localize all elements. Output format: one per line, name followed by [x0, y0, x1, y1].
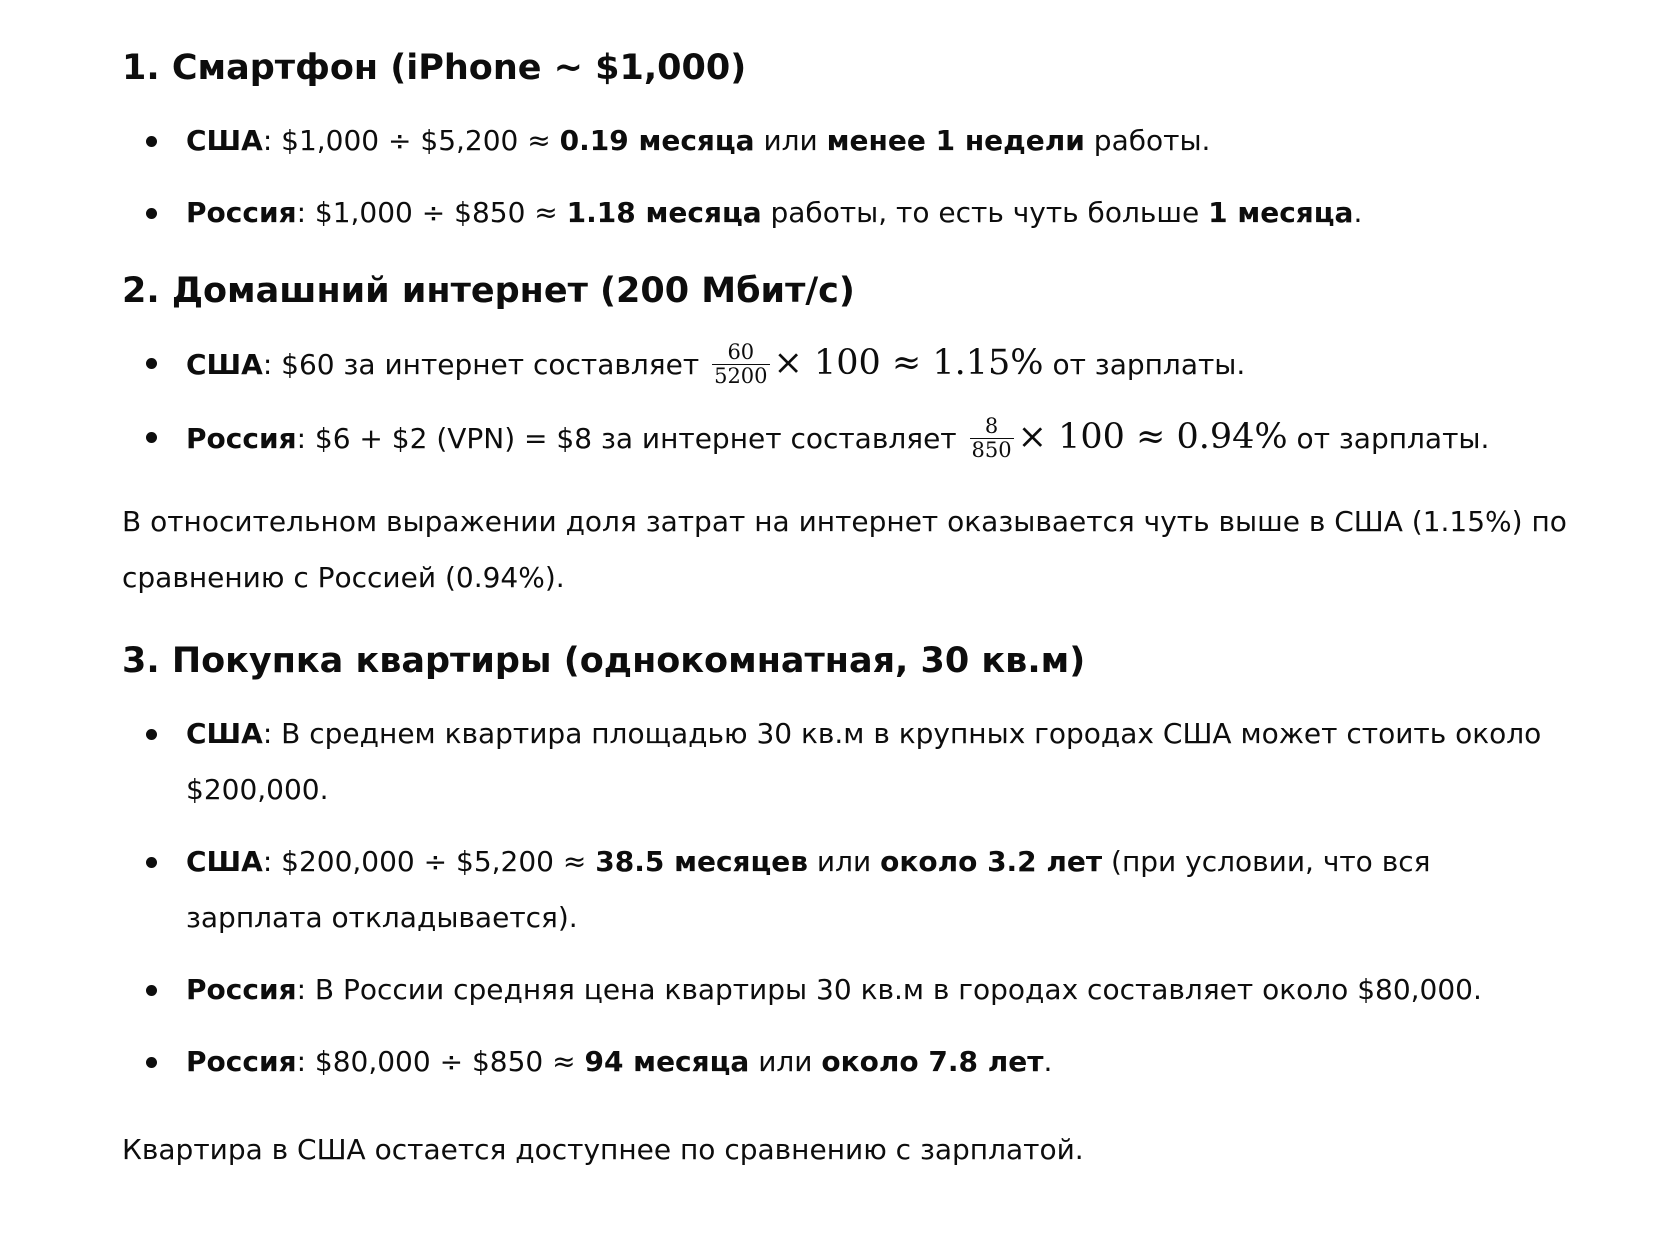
item-bold-value: 0.19 месяца — [559, 124, 755, 157]
item-text: : $1,000 ÷ $5,200 ≈ — [262, 124, 560, 157]
apartment-list — [122, 706, 1572, 1090]
item-text: или — [754, 124, 827, 157]
item-text: . — [1353, 196, 1363, 229]
list-item-apartment-russia-price — [122, 962, 1572, 1018]
item-text: работы. — [1084, 124, 1211, 157]
item-text: . — [1043, 1045, 1053, 1078]
fraction-denominator: 5200 — [714, 363, 768, 388]
fraction-numerator: 60 — [712, 341, 769, 365]
item-text: : $200,000 ÷ $5,200 ≈ — [262, 845, 596, 878]
item-text: или — [808, 845, 881, 878]
math-formula: × 100 ≈ 0.94% — [1017, 417, 1288, 457]
item-text: (при условии, что вся зарплата откладывается). — [186, 845, 1431, 934]
country-label: Россия — [186, 973, 297, 1006]
country-label: Россия — [186, 422, 297, 455]
item-text: : $1,000 ÷ $850 ≈ — [296, 196, 567, 229]
item-text: работы, то есть чуть больше — [761, 196, 1209, 229]
item-text: : $6 + $2 (VPN) = $8 за интернет составляет — [296, 422, 957, 455]
item-text: : В среднем квартира площадью 30 кв.м в крупных городах США может стоить около $200,000. — [186, 717, 1542, 806]
item-bold-value: 94 месяца — [584, 1045, 750, 1078]
item-text: от зарплаты. — [1043, 348, 1246, 381]
country-label: США — [186, 717, 263, 750]
item-bold-value: 1 месяца — [1208, 196, 1354, 229]
list-item-apartment-russia-months — [122, 1034, 1572, 1090]
internet-list — [122, 332, 1572, 470]
list-item-internet-usa — [122, 332, 1572, 396]
country-label: США — [186, 845, 263, 878]
math-formula: × 100 ≈ 1.15% — [773, 343, 1044, 383]
item-bold-value: 1.18 месяца — [566, 196, 762, 229]
fraction — [970, 415, 1014, 462]
list-item-internet-russia — [122, 406, 1572, 470]
list-item-apartment-usa-price — [122, 706, 1572, 818]
item-text: : $60 за интернет составляет — [262, 348, 700, 381]
fraction-numerator: 8 — [970, 415, 1014, 439]
item-bold-value: около 7.8 лет — [821, 1045, 1044, 1078]
item-text: от зарплаты. — [1287, 422, 1490, 455]
list-item-smartphone-usa — [122, 113, 1572, 169]
item-bold-value: около 3.2 лет — [880, 845, 1103, 878]
item-text: : $80,000 ÷ $850 ≈ — [296, 1045, 585, 1078]
fraction — [712, 341, 769, 388]
list-item-smartphone-russia — [122, 185, 1572, 241]
item-bold-value: 38.5 месяцев — [595, 845, 808, 878]
internet-summary-paragraph: В относительном выражении доля затрат на интернет оказывается чуть выше в США (1.15%) по сравнению с Россией (0.94%). — [122, 505, 1567, 594]
fraction-denominator: 850 — [971, 437, 1012, 462]
item-text: или — [749, 1045, 822, 1078]
country-label: Россия — [186, 196, 297, 229]
apartment-summary-paragraph: Квартира в США остается доступнее по сравнению с зарплатой. — [122, 1133, 1084, 1166]
country-label: США — [186, 124, 263, 157]
section-heading-internet: 2. Домашний интернет (200 Мбит/с) — [122, 271, 855, 311]
smartphone-list — [122, 113, 1572, 241]
country-label: США — [186, 348, 263, 381]
country-label: Россия — [186, 1045, 297, 1078]
document-body — [122, 0, 1572, 1178]
section-heading-smartphone: 1. Смартфон (iPhone ~ $1,000) — [122, 48, 747, 88]
list-item-apartment-usa-months — [122, 834, 1572, 946]
item-bold-value: менее 1 недели — [826, 124, 1085, 157]
item-text: : В России средняя цена квартиры 30 кв.м в городах составляет около $80,000. — [296, 973, 1482, 1006]
section-heading-apartment: 3. Покупка квартиры (однокомнатная, 30 кв.м) — [122, 641, 1086, 681]
